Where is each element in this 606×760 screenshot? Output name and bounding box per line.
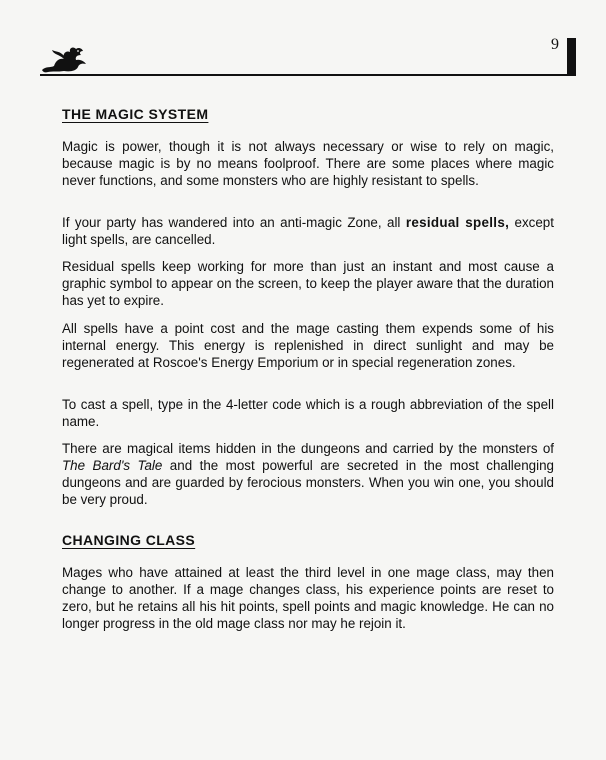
paragraph-anti-magic-text-end: except light spells, are cancelled. bbox=[62, 215, 554, 247]
page-number: 9 bbox=[551, 36, 559, 53]
paragraph-anti-magic-text: If your party has wandered into an anti-magic Zone, all bbox=[62, 215, 406, 230]
header-bar bbox=[567, 38, 576, 76]
residual-spells-bold: residual spells, bbox=[405, 215, 510, 230]
paragraph-magic-power: Magic is power, though it is not always necessary or wise to rely on magic, because magic is by no means foolproof. There are some places where magic never functions, and some monsters who are highly resistant to spells. bbox=[62, 139, 554, 188]
paragraph-magical-items-text: There are magical items hidden in the dungeons and carried by the monsters of bbox=[62, 441, 554, 456]
paragraph-residual-spells: Residual spells keep working for more than just an instant and most cause a graphic symbol to appear on the screen, to keep the player aware that the duration has yet to expire. bbox=[62, 259, 554, 308]
paragraph-magical-items-text-end: and the most powerful are secreted in the most challenging dungeons and are guarded by ferocious monsters. When you win one, you should be very proud. bbox=[62, 458, 554, 507]
paragraph-cast-spell: To cast a spell, type in the 4-letter code which is a rough abbreviation of the spell name. bbox=[62, 397, 554, 429]
section-heading-changing-class: CHANGING CLASS bbox=[62, 532, 196, 548]
dragon-icon bbox=[40, 44, 88, 74]
paragraph-anti-magic bbox=[62, 214, 554, 248]
game-title-italic: The Bard's Tale bbox=[62, 458, 163, 473]
paragraph-changing-class: Mages who have attained at least the third level in one mage class, may then change to another. If a mage changes class, his experience points are reset to zero, but he retains all his hit points, spell points and magic knowledge. He can no longer progress in the old mage class nor may he rejoin it. bbox=[62, 565, 554, 631]
paragraph-magical-items bbox=[62, 440, 554, 508]
paragraph-point-cost: All spells have a point cost and the mage casting them expends some of his internal energy. This energy is replenished in direct sunlight and may be regenerated at Roscoe's Energy Emporium or in special regeneration zones. bbox=[62, 321, 554, 370]
section-heading-magic-system: THE MAGIC SYSTEM bbox=[62, 106, 209, 122]
header-rule bbox=[40, 74, 568, 76]
